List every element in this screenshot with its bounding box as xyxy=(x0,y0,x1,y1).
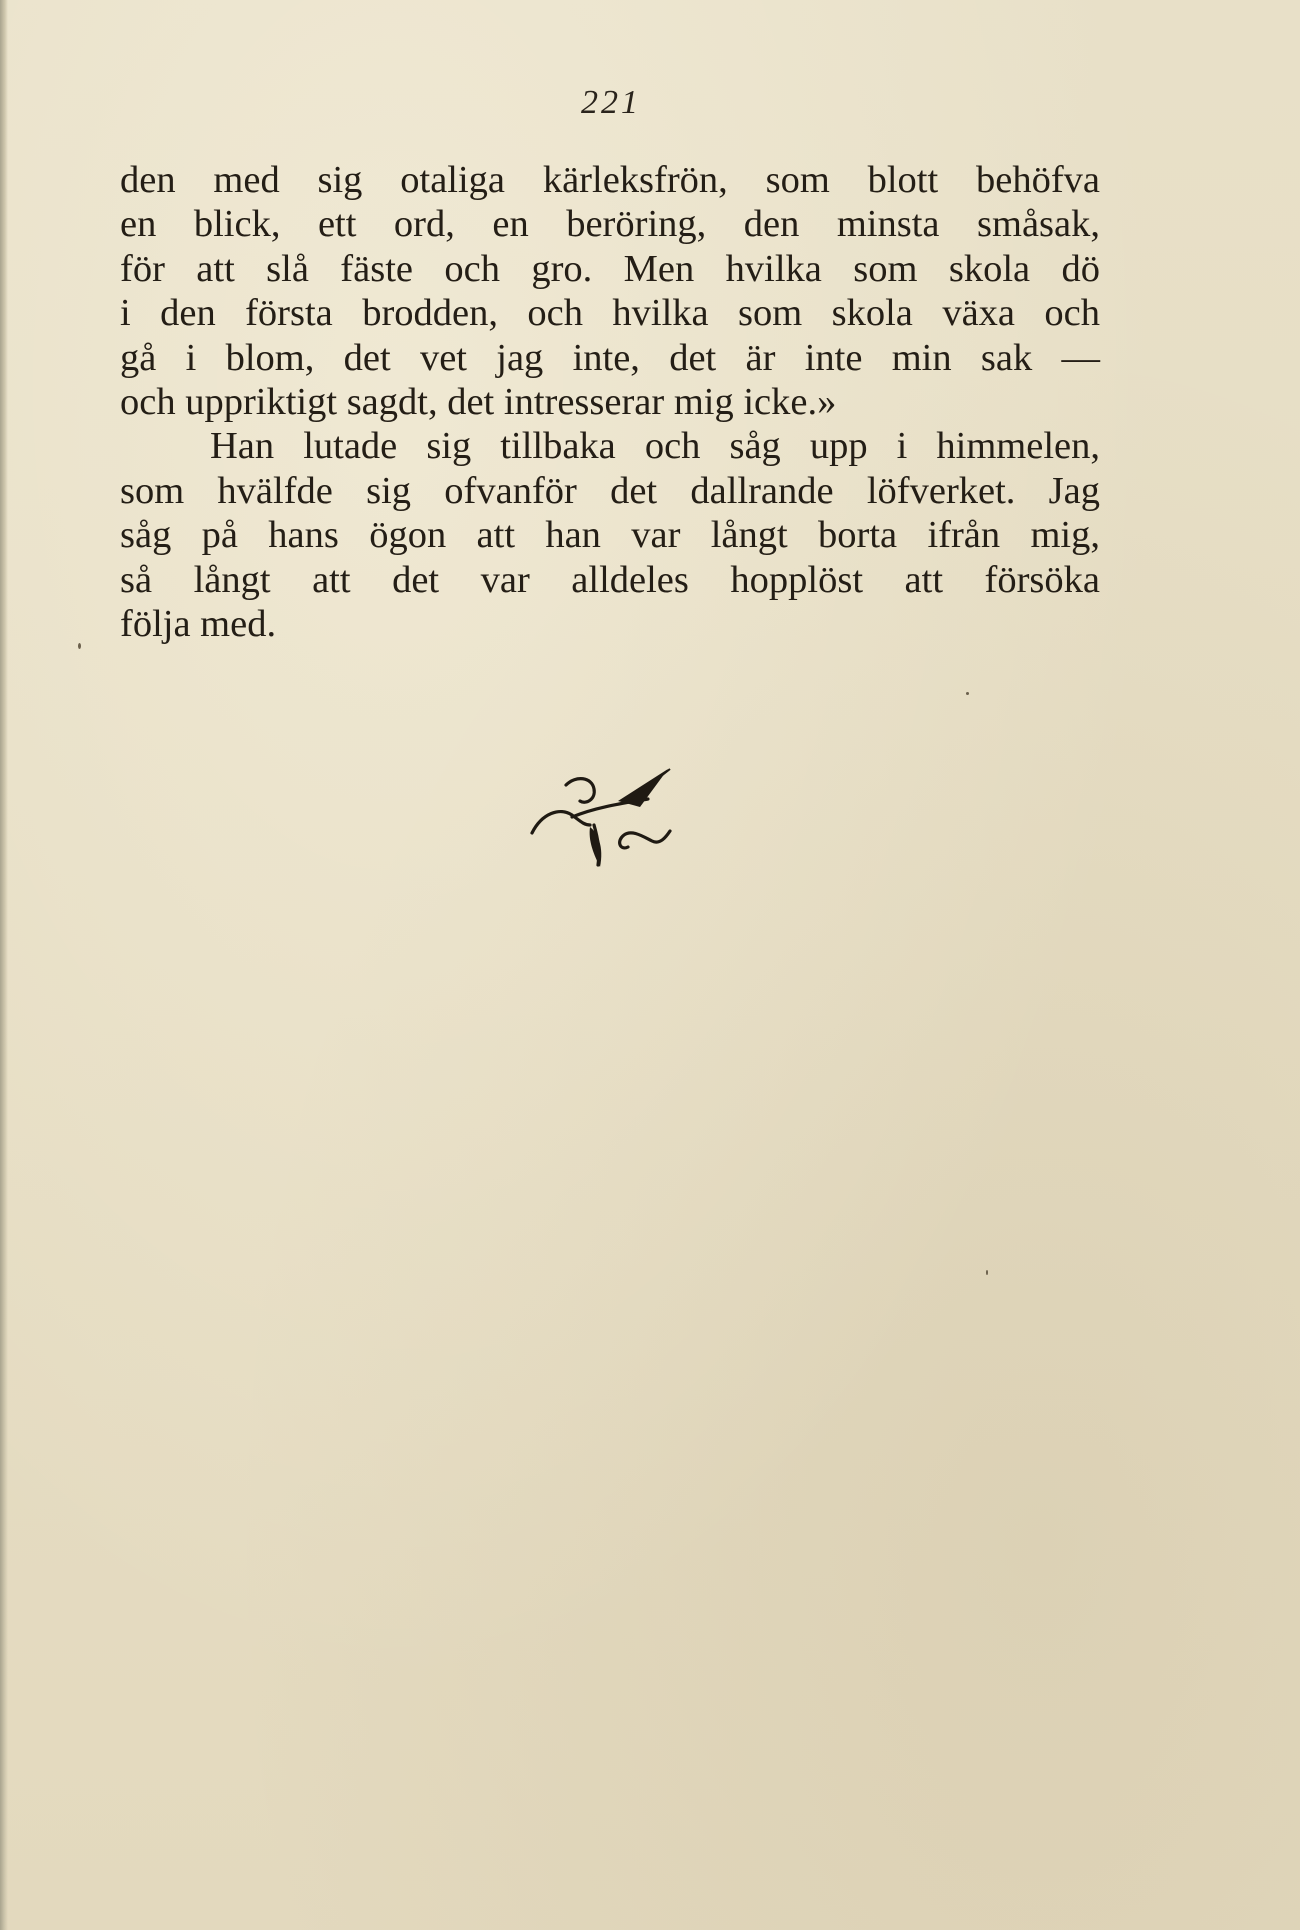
text-line: i den första brodden, och hvilka som skola växa och xyxy=(120,292,1100,335)
text-line: som hvälfde sig ofvanför det dallrande löfverket. Jag xyxy=(120,469,1100,512)
text-line: en blick, ett ord, en beröring, den minsta småsak, xyxy=(120,203,1100,246)
floral-vignette-icon xyxy=(520,755,700,870)
paper-speck xyxy=(78,643,81,649)
text-line: Han lutade sig tillbaka och såg upp i himmelen, xyxy=(210,425,1100,468)
paper-speck xyxy=(986,1270,988,1275)
text-line: följa med. xyxy=(120,602,277,645)
body-text xyxy=(120,158,1100,646)
text-line: så långt att det var alldeles hopplöst att försöka xyxy=(120,558,1100,601)
text-line: och uppriktigt sagdt, det intresserar mig icke.» xyxy=(120,380,837,423)
text-line: för att slå fäste och gro. Men hvilka som skola dö xyxy=(120,247,1100,290)
page-number: 221 xyxy=(581,84,641,121)
text-line: den med sig otaliga kärleksfrön, som blott behöfva xyxy=(120,159,1100,201)
paper-speck xyxy=(966,692,969,695)
text-line: gå i blom, det vet jag inte, det är inte min sak — xyxy=(120,336,1100,379)
text-line: såg på hans ögon att han var långt borta ifrån mig, xyxy=(120,514,1100,557)
page-edge-shadow xyxy=(0,0,8,1930)
